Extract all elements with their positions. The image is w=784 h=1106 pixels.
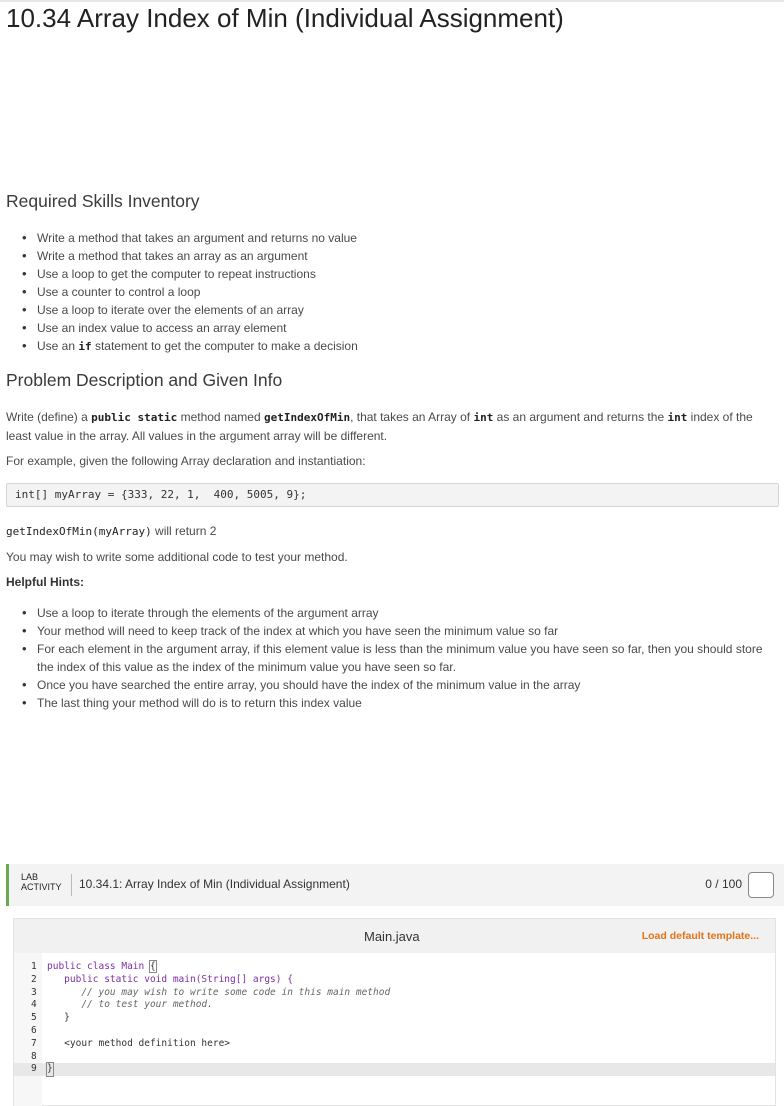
code-line[interactable]: 4 // to test your method. xyxy=(31,999,213,1011)
editor-filename: Main.java xyxy=(364,929,420,944)
hint-item: • Once you have searched the entire array, you should have the index of the minimum value in the array xyxy=(0,676,770,694)
hint-item: • Use a loop to iterate through the elements of the argument array xyxy=(0,604,770,622)
load-default-template-link[interactable]: Load default template... xyxy=(641,930,759,942)
skill-item: • Use a loop to iterate over the elements of an array xyxy=(0,301,358,319)
skills-heading: Required Skills Inventory xyxy=(6,191,200,211)
skill-code: if xyxy=(78,340,92,353)
problem-heading: Problem Description and Given Info xyxy=(6,370,283,390)
code-line[interactable]: 3 // you may wish to write some code in this main method xyxy=(31,986,391,998)
lab-divider xyxy=(71,874,72,896)
lab-activity-label: LAB ACTIVITY xyxy=(21,872,62,892)
skill-item xyxy=(0,337,358,356)
hint-item: • Your method will need to keep track of the index at which you have seen the minimum value so far xyxy=(0,622,770,640)
test-note: You may wish to write some additional code to test your method. xyxy=(6,550,348,564)
example-intro: For example, given the following Array declaration and instantiation: xyxy=(6,454,366,468)
code-line[interactable]: 1 public class Main { xyxy=(31,961,156,972)
code-line[interactable]: 2 public static void main(String[] args) { xyxy=(31,973,293,985)
code-example: int[] myArray = {333, 22, 1, 400, 5005, 9}; xyxy=(6,483,779,507)
completion-checkbox-icon xyxy=(748,872,774,898)
skill-item: • Use an index value to access an array element xyxy=(0,319,358,337)
code-line[interactable]: 6 xyxy=(31,1024,37,1036)
return-statement: getIndexOfMin(myArray) will return 2 xyxy=(6,524,217,538)
skill-item: • Write a method that takes an argument and returns no value xyxy=(0,229,358,247)
skill-item: • Use a loop to get the computer to repeat instructions xyxy=(0,265,358,283)
page-title: 10.34 Array Index of Min (Individual Assignment) xyxy=(6,3,564,33)
code-line[interactable]: 8 xyxy=(31,1050,37,1062)
code-line[interactable]: 7 <your method definition here> xyxy=(31,1037,231,1049)
lab-score: 0 / 100 xyxy=(705,877,742,891)
hint-item: • The last thing your method will do is to return this index value xyxy=(0,694,770,712)
hints-heading: Helpful Hints: xyxy=(6,575,84,589)
skill-text: Use an xyxy=(37,339,79,353)
code-editor[interactable] xyxy=(13,918,776,1106)
editor-lines[interactable] xyxy=(14,961,775,1076)
skill-item: • Use a counter to control a loop xyxy=(0,283,358,301)
skill-text: statement to get the computer to make a decision xyxy=(91,339,358,353)
code-line-active[interactable]: 9 } xyxy=(14,1063,775,1076)
problem-paragraph: Write (define) a public static method named getIndexOfMin, that takes an Array of int as an argument and returns the int index of the least value in the array. All values in the argument array will be different. xyxy=(6,410,753,443)
top-border xyxy=(0,0,784,2)
hint-item: • For each element in the argument array, if this element value is less than the minimum value you have seen so far, then you should store the index of this value as the index of the minimum value you have seen so far. xyxy=(0,640,770,676)
lab-title: 10.34.1: Array Index of Min (Individual Assignment) xyxy=(79,877,350,891)
lab-activity-bar xyxy=(6,864,784,906)
code-line[interactable]: 5 } xyxy=(31,1012,70,1024)
hints-list xyxy=(0,604,770,712)
skills-list xyxy=(0,229,358,356)
editor-header xyxy=(14,919,775,953)
skill-item: • Write a method that takes an array as an argument xyxy=(0,247,358,265)
